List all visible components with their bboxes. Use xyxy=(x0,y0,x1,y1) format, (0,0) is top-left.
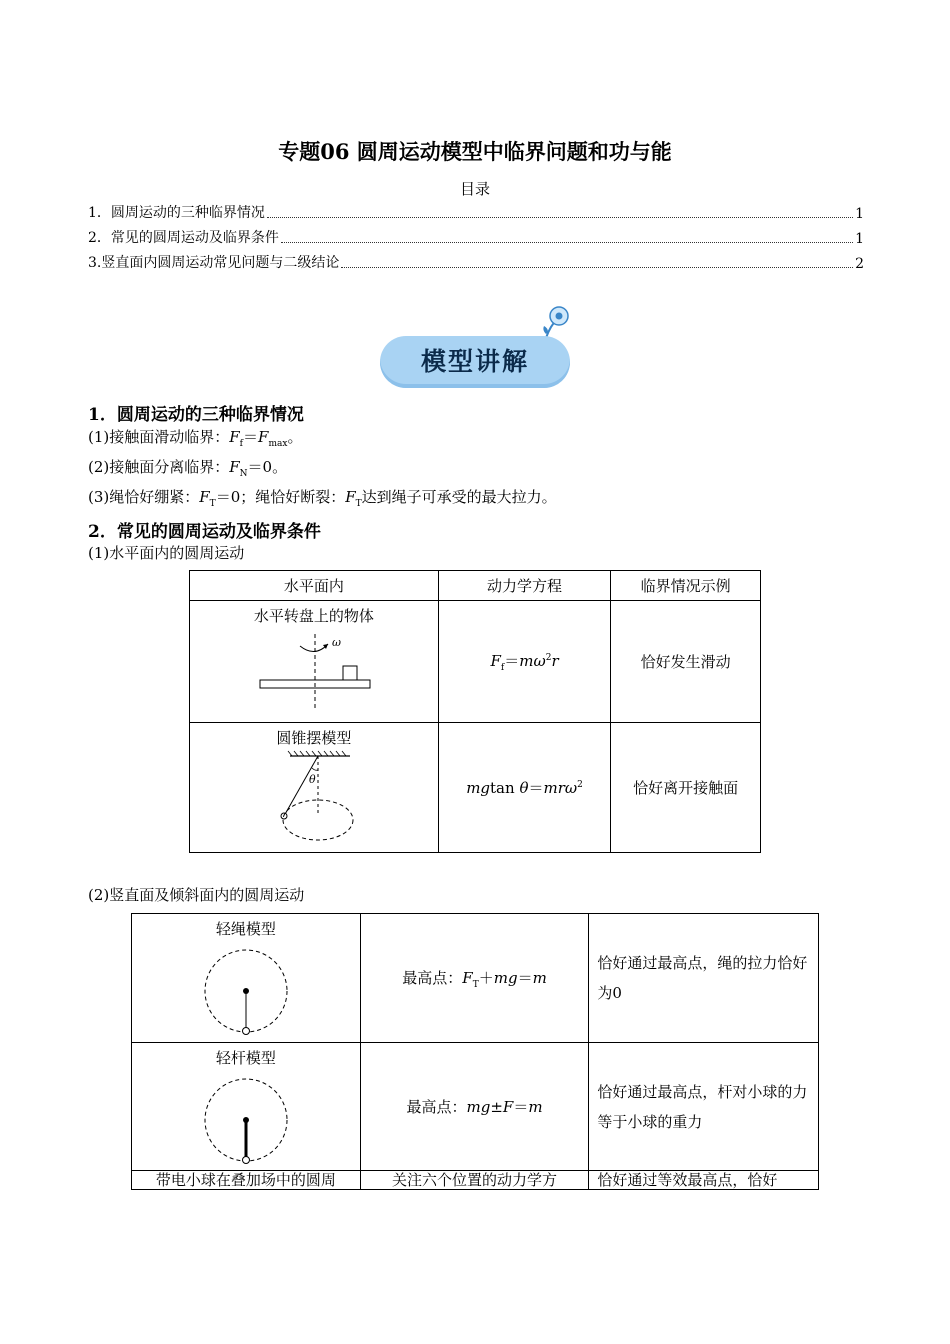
paragraph: (2)接触面分离临界：$F_N=0$。 xyxy=(88,458,288,479)
text: (3)绳恰好绷紧： xyxy=(88,488,200,506)
table-horizontal xyxy=(189,570,761,853)
table-cell xyxy=(190,723,439,853)
table-header: 动力学方程 xyxy=(438,571,611,601)
toc-leader xyxy=(341,267,853,268)
cell-label: 水平转盘上的物体 xyxy=(253,607,374,625)
table-cell: 最高点：mg±F＝m xyxy=(360,1043,589,1171)
table-cell: 恰好通过最高点，杆对小球的力等于小球的重力 xyxy=(589,1043,819,1171)
section-heading: 2．常见的圆周运动及临界条件 xyxy=(88,522,321,542)
conical-pendulum-diagram xyxy=(254,750,374,848)
table-cell: 关注六个位置的动力学方 xyxy=(360,1171,589,1190)
table-cell xyxy=(132,914,361,1043)
toc-item-text: 1．圆周运动的三种临界情况 xyxy=(88,205,265,221)
table-cell: 带电小球在叠加场中的圆周 xyxy=(132,1171,361,1190)
table-cell xyxy=(132,1043,361,1171)
cell-label: 轻杆模型 xyxy=(215,1049,276,1067)
toc-item[interactable] xyxy=(88,250,864,272)
toc-item-text: 2．常见的圆周运动及临界条件 xyxy=(88,230,279,246)
table-row xyxy=(132,914,819,1043)
light-rod-diagram xyxy=(196,1070,296,1166)
table-header: 临界情况示例 xyxy=(611,571,761,601)
turntable-diagram xyxy=(244,628,384,708)
table-vertical xyxy=(131,913,819,1190)
math-expression: F xyxy=(199,488,210,506)
table-header-row xyxy=(190,571,761,601)
toc-leader xyxy=(267,217,853,218)
text: ＝0；绳恰好断裂： xyxy=(215,488,346,506)
text: (2)接触面分离临界： xyxy=(88,458,230,476)
page-title: 专题06 圆周运动模型中临界问题和功与能 xyxy=(278,139,672,164)
text: 最高点： xyxy=(402,968,463,987)
table-cell: $F_f=m\omega^2r$ xyxy=(438,601,611,723)
paragraph: (3)绳恰好绷紧：$F_T=0$；绳恰好断裂：$F_T$达到绳子可承受的最大拉力。 xyxy=(88,488,557,509)
toc-item[interactable] xyxy=(88,225,864,247)
math-expression: F xyxy=(229,458,240,476)
section-heading: 1．圆周运动的三种临界情况 xyxy=(88,405,304,425)
section-badge: 模型讲解 xyxy=(380,336,570,388)
cell-label: 轻绳模型 xyxy=(215,920,276,938)
table-cell: 恰好通过等效最高点，恰好 xyxy=(589,1171,819,1190)
toc-item-page: 1 xyxy=(855,231,864,247)
table-row xyxy=(132,1171,819,1190)
table-cell: 恰好通过最高点，绳的拉力恰好为0 xyxy=(589,914,819,1043)
paragraph: (1)接触面滑动临界：$F_f=F_{max}$。 xyxy=(88,428,303,449)
light-rope-diagram xyxy=(196,941,296,1037)
table-row xyxy=(132,1043,819,1171)
subheading: (2)竖直面及倾斜面内的圆周运动 xyxy=(88,886,305,904)
table-cell xyxy=(190,601,439,723)
table-cell: 恰好离开接触面 xyxy=(611,723,761,853)
toc-item-page: 1 xyxy=(855,206,864,222)
table-header: 水平面内 xyxy=(190,571,439,601)
toc-item-page: 2 xyxy=(855,256,864,272)
table-row xyxy=(190,601,761,723)
cell-label: 圆锥摆模型 xyxy=(276,729,352,747)
text: (1)接触面滑动临界： xyxy=(88,428,230,446)
text: 达到绳子可承受的最大拉力。 xyxy=(361,488,557,506)
toc-item[interactable] xyxy=(88,200,864,222)
toc-item-text: 3.竖直面内圆周运动常见问题与二级结论 xyxy=(88,255,340,271)
math-expression: F xyxy=(229,428,240,446)
theta-label: θ xyxy=(308,773,316,786)
text: 最高点： xyxy=(406,1098,467,1116)
subheading: (1)水平面内的圆周运动 xyxy=(88,544,245,562)
toc-heading: 目录 xyxy=(459,180,490,198)
table-cell: mgtan θ＝mrω$^2$ xyxy=(438,723,611,853)
table-cell: 最高点：$F_T+mg=m$ xyxy=(360,914,589,1043)
table-row xyxy=(190,723,761,853)
toc-leader xyxy=(281,242,853,243)
table-cell: 恰好发生滑动 xyxy=(611,601,761,723)
omega-label: ω xyxy=(331,636,341,649)
